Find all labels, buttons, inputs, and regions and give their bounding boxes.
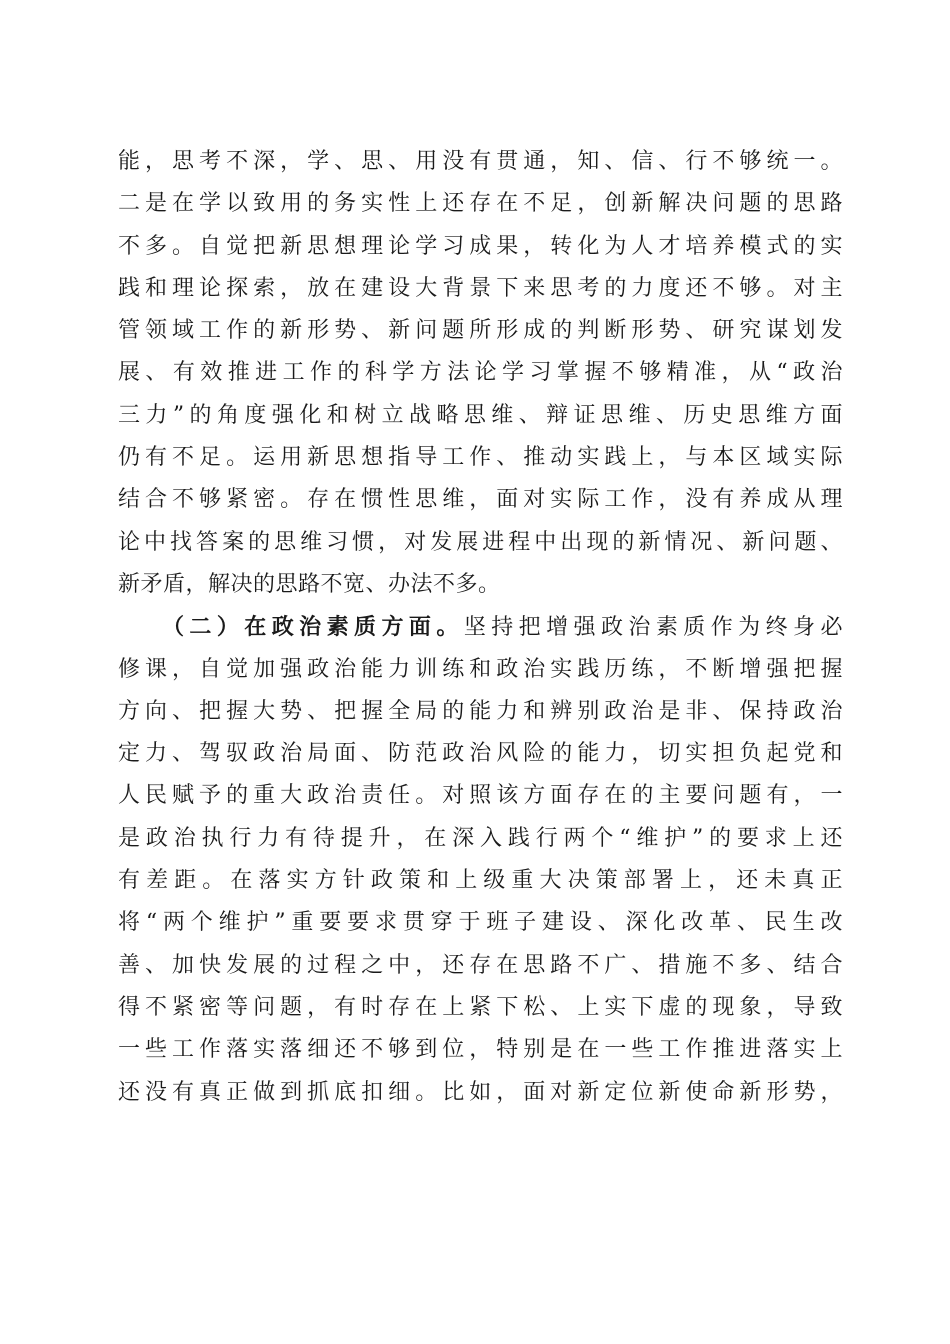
text-line: 践和理论探索，放在建设大背景下来思考的力度还不够。对主: [118, 275, 843, 301]
section-heading: （二）在政治素质方面。: [162, 614, 464, 641]
text-line: 人民赋予的重大政治责任。对照该方面存在的主要问题有，一: [118, 783, 843, 809]
text-line: 不多。自觉把新思想理论学习成果，转化为人才培养模式的实: [118, 233, 843, 259]
text-line: 仍有不足。运用新思想指导工作、推动实践上，与本区域实际: [118, 445, 843, 471]
text-line: 修课，自觉加强政治能力训练和政治实践历练，不断增强把握: [118, 656, 843, 682]
text-line: 有差距。在落实方针政策和上级重大决策部署上，还未真正: [118, 868, 843, 894]
section-heading-rest: 坚持把增强政治素质作为终身必: [463, 615, 843, 641]
text-line: 二是在学以致用的务实性上还存在不足，创新解决问题的思路: [118, 191, 843, 217]
text-line: 定力、驾驭政治局面、防范政治风险的能力，切实担负起党和: [118, 741, 843, 767]
text-line: 新矛盾，解决的思路不宽、办法不多。: [118, 571, 501, 597]
text-line: 展、有效推进工作的科学方法论学习掌握不够精准，从“政治: [118, 360, 843, 386]
text-line: 能，思考不深，学、思、用没有贯通，知、信、行不够统一。: [118, 149, 843, 174]
text-line: 结合不够紧密。存在惯性思维，面对实际工作，没有养成从理: [118, 487, 843, 513]
text-line: 将“两个维护”重要要求贯穿于班子建设、深化改革、民生改: [118, 910, 843, 936]
text-line: 是政治执行力有待提升，在深入践行两个“维护”的要求上还: [118, 825, 843, 851]
text-line: 方向、把握大势、把握全局的能力和辨别政治是非、保持政治: [118, 698, 843, 724]
section-heading-line: [118, 606, 843, 648]
text-line: 论中找答案的思维习惯，对发展进程中出现的新情况、新问题、: [118, 529, 843, 555]
text-line: 善、加快发展的过程之中，还存在思路不广、措施不多、结合: [118, 952, 843, 978]
text-line: 还没有真正做到抓底扣细。比如，面对新定位新使命新形势，: [118, 1079, 843, 1105]
text-line: 三力”的角度强化和树立战略思维、辩证思维、历史思维方面: [118, 402, 843, 428]
text-line: 管领域工作的新形势、新问题所形成的判断形势、研究谋划发: [118, 318, 843, 344]
text-line: 得不紧密等问题，有时存在上紧下松、上实下虚的现象，导致: [118, 994, 843, 1020]
text-line: 一些工作落实落细还不够到位，特别是在一些工作推进落实上: [118, 1037, 843, 1063]
body-text: [118, 141, 843, 1114]
